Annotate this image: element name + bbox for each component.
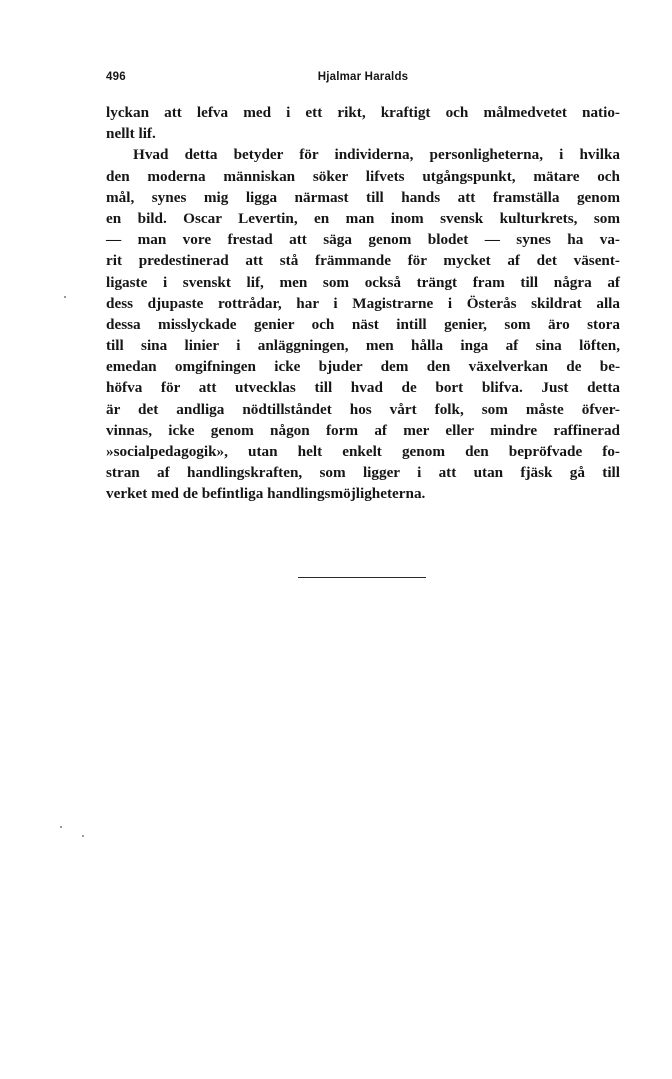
text-line: mål, synes mig ligga närmast till hands att framställa genom: [106, 188, 620, 206]
text-line: nellt lif.: [106, 125, 156, 143]
page-number: 496: [106, 71, 126, 83]
text-line: lyckan att lefva med i ett rikt, kraftigt och målmedvetet natio-: [106, 104, 620, 121]
text-line: Hvad detta betyder för individerna, personligheterna, i hvilka: [133, 146, 620, 164]
scan-speck: [64, 296, 66, 298]
text-line: stran af handlingskraften, som ligger i att utan fjäsk gå till: [106, 464, 620, 482]
text-line: höfva för att utvecklas till hvad de bort blifva. Just detta: [106, 379, 620, 397]
text-line: ligaste i svenskt lif, men som också trängt fram till några af: [106, 273, 620, 291]
text-line: — man vore frestad att säga genom blodet — synes ha va-: [106, 231, 620, 249]
text-line: till sina linier i anläggningen, men hålla inga af sina löften,: [106, 337, 620, 355]
scan-speck: [60, 826, 62, 828]
text-line: dess djupaste rottrådar, har i Magistrarne i Österås skildrat alla: [106, 294, 620, 312]
body-text: [106, 102, 620, 505]
running-head: [106, 71, 620, 91]
section-rule: [298, 577, 426, 578]
text-line: »socialpedagogik», utan helt enkelt genom den bepröfvade fo-: [106, 443, 620, 460]
text-line: verket med de befintliga handlingsmöjligheterna.: [106, 485, 426, 503]
scan-speck: [82, 835, 84, 837]
text-line: dessa misslyckade genier och näst intill genier, som äro stora: [106, 315, 620, 333]
running-title: Hjalmar Haralds: [317, 71, 409, 83]
text-line: emedan omgifningen icke bjuder dem den växelverkan de be-: [106, 358, 620, 376]
text-line: den moderna människan söker lifvets utgångspunkt, mätare och: [106, 167, 620, 185]
text-line: en bild. Oscar Levertin, en man inom svensk kulturkrets, som: [106, 209, 620, 227]
text-line: är det andliga nödtillståndet hos vårt folk, som måste öfver-: [106, 400, 620, 418]
text-line: rit predestinerad att stå främmande för mycket af det väsent-: [106, 252, 620, 270]
text-line: vinnas, icke genom någon form af mer eller mindre raffinerad: [106, 421, 620, 439]
